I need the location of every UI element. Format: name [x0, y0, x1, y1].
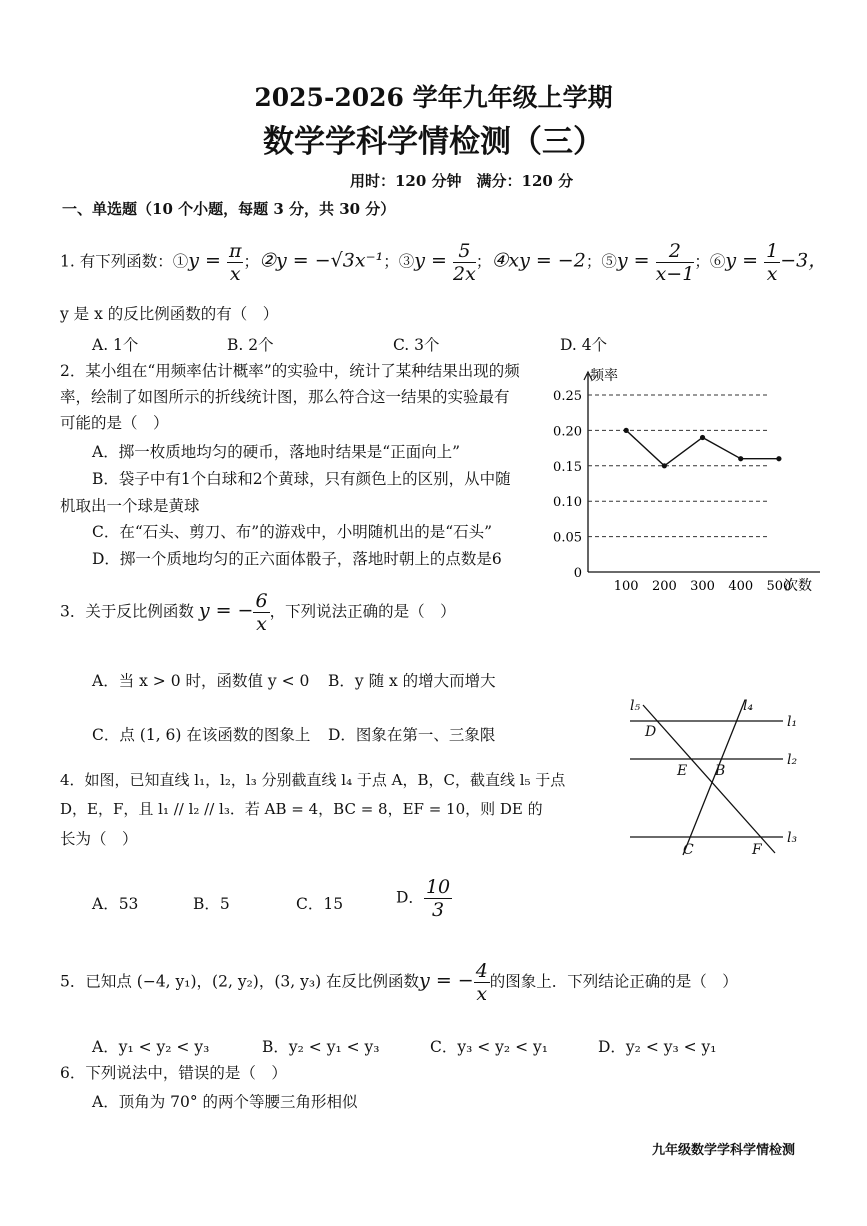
q5-option-a: A．y₁ < y₂ < y₃ — [92, 1038, 210, 1056]
exam-year-title: 2025-2026 学年九年级上学期 — [254, 83, 613, 112]
label-b: B — [715, 763, 726, 779]
q4-line1: 4．如图，已知直线 l₁，l₂，l₃ 分别截直线 l₄ 于点 A，B，C，截直线 l₅ 于点 — [60, 771, 566, 789]
q1-option-b: B. 2个 — [227, 336, 274, 354]
q4-line2: D，E，F，且 l₁ // l₂ // l₃．若 AB = 4，BC = 8，EF = 10，则 DE 的 — [60, 800, 543, 818]
label-l5: l₅ — [630, 698, 641, 714]
q5-option-c: C．y₃ < y₂ < y₁ — [430, 1038, 548, 1056]
q1-f3-den: 2x — [453, 263, 476, 285]
q1-f1-den: x — [229, 263, 241, 285]
q1-f2: ②y = −√3x⁻¹ — [258, 249, 384, 272]
section-heading: 一、单选题（10 个小题，每题 3 分，共 30 分） — [62, 200, 396, 218]
x-tick-label: 400 — [728, 579, 754, 594]
y-tick-label: 0.10 — [553, 495, 582, 511]
q1-f4: ④xy = −2 — [491, 249, 586, 272]
q4-option-d-label: D． — [396, 888, 424, 907]
data-point — [662, 463, 667, 468]
q5-option-b: B．y₂ < y₁ < y₃ — [262, 1038, 380, 1056]
q2-option-a: A．掷一枚质地均匀的硬币，落地时结果是“正面向上” — [92, 443, 461, 461]
frequency-line-chart — [540, 360, 820, 600]
parallel-lines-figure — [625, 695, 810, 860]
y-axis-label: 频率 — [590, 368, 618, 384]
q2-line3: 可能的是（ ） — [60, 414, 169, 432]
q3-func-den: x — [256, 613, 267, 635]
question-3: 3．关于反比例函数 y = − $\frac{6}{x}$ ，下列说法正确的是（ ） — [60, 590, 456, 635]
q1-f6-label: ⑥ — [709, 252, 726, 271]
x-tick-label: 500 — [766, 579, 792, 594]
q1-prefix: 1. 有下列函数： — [60, 252, 173, 271]
label-f: F — [752, 842, 762, 858]
q2-option-c: C．在“石头、剪刀、布”的游戏中，小明随机出的是“石头” — [92, 523, 493, 541]
q4-option-d — [396, 876, 452, 921]
label-l1: l₁ — [787, 714, 798, 730]
line-l5 — [643, 705, 775, 853]
q1-f6-tail: −3， — [780, 249, 828, 272]
page-footer: 九年级数学学科学情检测 — [652, 1143, 796, 1158]
y-tick-label: 0 — [573, 566, 582, 581]
q5-option-d: D．y₂ < y₃ < y₁ — [598, 1038, 717, 1056]
q1-line2: y 是 x 的反比例函数的有（ ） — [60, 305, 279, 323]
q3-suffix: ，下列说法正确的是（ ） — [269, 602, 456, 621]
q4-option-b: B．5 — [193, 895, 230, 913]
q2-option-b-cont: 机取出一个球是黄球 — [60, 497, 200, 515]
q1-option-a: A. 1个 — [92, 336, 139, 354]
data-point — [738, 456, 743, 461]
label-d: D — [645, 724, 657, 740]
q1-f1-label: ① — [172, 252, 189, 271]
y-tick-label: 0.25 — [553, 389, 582, 404]
q1-f3-num: 5 — [453, 240, 476, 263]
q1-f5-label: ⑤ — [601, 252, 617, 271]
q5-prefix: 5．已知点 (−4, y₁)，(2, y₂)，(3, y₃) 在反比例函数 — [60, 972, 420, 991]
q4-option-c: C．15 — [296, 895, 344, 913]
q1-f6-den: x — [766, 263, 778, 285]
q3-option-a: A．当 x > 0 时，函数值 y < 0 — [92, 672, 310, 690]
x-tick-label: 300 — [690, 579, 715, 594]
q1-f5-den: x−1 — [655, 263, 695, 285]
q1-option-d: D. 4个 — [560, 336, 608, 354]
label-l4: l₄ — [743, 698, 754, 714]
label-l3: l₃ — [787, 830, 798, 846]
q4-option-d-den: 3 — [431, 899, 445, 921]
q6-option-a: A．顶角为 70° 的两个等腰三角形相似 — [92, 1093, 358, 1111]
x-tick-label: 100 — [613, 579, 639, 594]
q3-option-d: D．图象在第一、三象限 — [328, 726, 496, 744]
exam-subject-title: 数学学科学情检测（三） — [263, 124, 604, 160]
label-c: C — [683, 842, 694, 858]
q2-option-d: D．掷一个质地均匀的正六面体骰子，落地时朝上的点数是6 — [92, 550, 502, 568]
q1-f6-num: 1 — [766, 240, 779, 262]
q4-line3: 长为（ ） — [60, 830, 138, 848]
q3-func-num: 6 — [255, 590, 268, 612]
q5-suffix: 的图象上．下列结论正确的是（ ） — [489, 972, 738, 991]
y-tick-label: 0.20 — [553, 424, 582, 440]
q2-option-b: B．袋子中有1个白球和2个黄球，只有颜色上的区别，从中随 — [92, 470, 511, 488]
q6-line1: 6．下列说法中，错误的是（ ） — [60, 1064, 287, 1082]
label-e: E — [677, 763, 688, 779]
q3-option-c: C．点 (1, 6) 在该函数的图象上 — [92, 726, 311, 744]
q2-line2: 率，绘制了如图所示的折线统计图，那么符合这一结果的实验最有 — [60, 388, 510, 406]
y-tick-label: 0.15 — [553, 459, 582, 475]
q4-option-d-num: 10 — [425, 876, 451, 898]
q5-func-den: x — [476, 983, 488, 1005]
question-1: 1. 有下列函数：①y = $\frac{\pi}{x}$ ；②y = −√3x⁻¹；③y = $\frac{5}{2x}$ ；④xy = −2；⑤y = $\frac{2}{x-1}$ ；⑥y = $\frac{1}{x}$ −3， — [60, 240, 828, 285]
q4-option-a: A．53 — [92, 895, 139, 913]
q2-line1: 2．某小组在“用频率估计概率”的实验中，统计了某种结果出现的频 — [60, 362, 520, 380]
x-axis-label: 次数 — [784, 578, 812, 594]
q1-f3-label: ③ — [398, 252, 415, 271]
q3-prefix: 3．关于反比例函数 — [60, 602, 194, 621]
data-point — [776, 456, 781, 461]
line-l4 — [683, 700, 745, 855]
y-tick-label: 0.05 — [553, 530, 582, 546]
exam-time-score: 用时：120 分钟 满分：120 分 — [350, 172, 574, 190]
data-point — [700, 435, 705, 440]
question-5: 5．已知点 (−4, y₁)，(2, y₂)，(3, y₃) 在反比例函数y = − $\frac{4}{x}$ 的图象上．下列结论正确的是（ ） — [60, 960, 738, 1005]
q3-option-b: B．y 随 x 的增大而增大 — [328, 672, 496, 690]
q1-option-c: C. 3个 — [393, 336, 440, 354]
q1-f1-num: π — [228, 240, 242, 262]
data-point — [624, 428, 629, 433]
q1-f5-num: 2 — [656, 240, 695, 263]
x-tick-label: 200 — [651, 579, 677, 594]
q5-func-num: 4 — [475, 960, 488, 982]
label-l2: l₂ — [787, 752, 798, 768]
